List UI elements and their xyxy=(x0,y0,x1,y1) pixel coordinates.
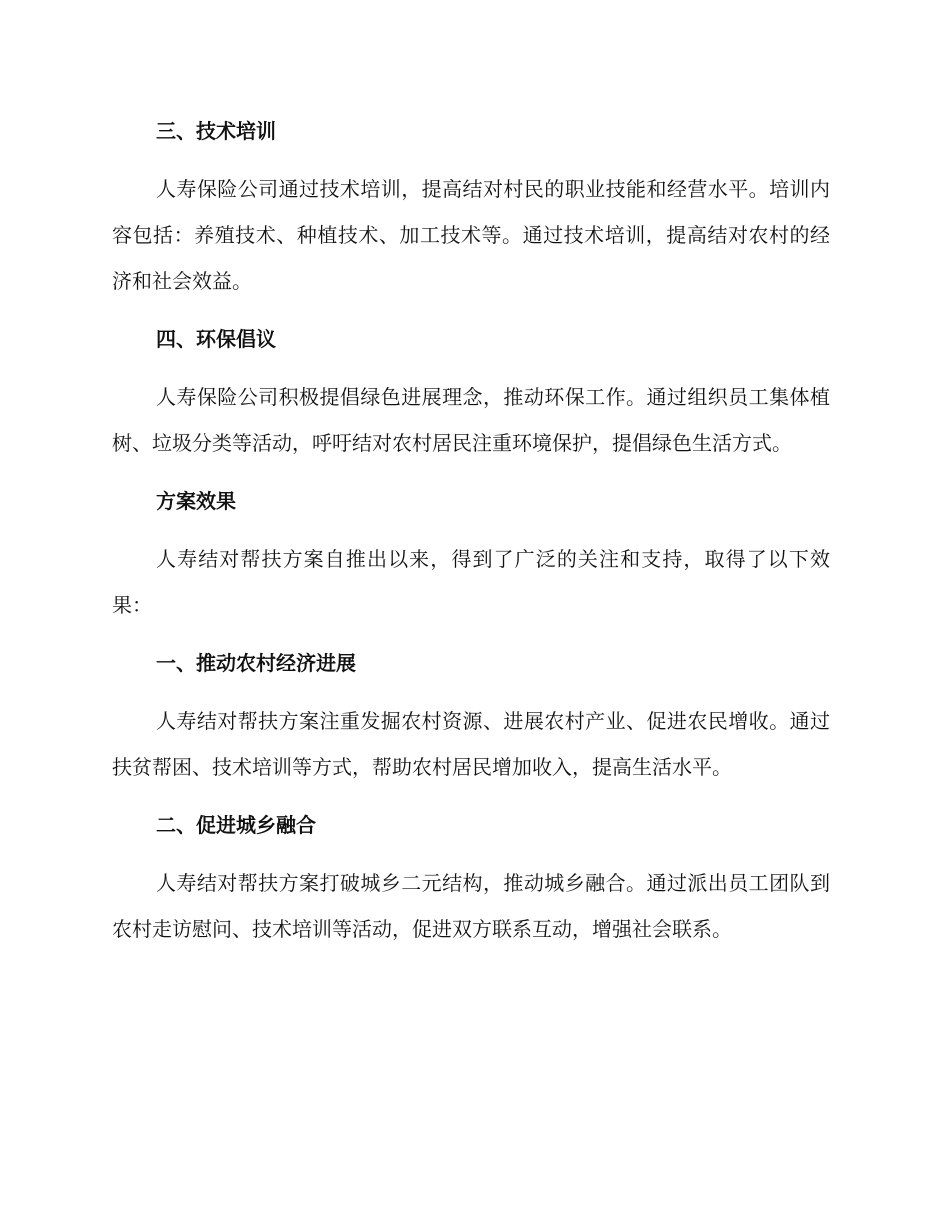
section-paragraph-urban-rural-integration: 人寿结对帮扶方案打破城乡二元结构，推动城乡融合。通过派出员工团队到农村走访慰问、技术培训等活动，促进双方联系互动，增强社会联系。 xyxy=(112,871,830,941)
section-paragraph-environmental-initiative: 人寿保险公司积极提倡绿色进展理念，推动环保工作。通过组织员工集体植树、垃圾分类等活动，呼吁结对农村居民注重环境保护，提倡绿色生活方式。 xyxy=(112,385,830,455)
section-heading-urban-rural-integration: 二、促进城乡融合 xyxy=(156,813,316,837)
section-heading-program-effects: 方案效果 xyxy=(156,489,236,513)
section-paragraph-technical-training: 人寿保险公司通过技术培训，提高结对村民的职业技能和经营水平。培训内容包括：养殖技术、种植技术、加工技术等。通过技术培训，提高结对农村的经济和社会效益。 xyxy=(112,177,830,293)
section-heading-environmental-initiative: 四、环保倡议 xyxy=(156,327,276,351)
section-paragraph-program-effects: 人寿结对帮扶方案自推出以来，得到了广泛的关注和支持，取得了以下效果： xyxy=(112,547,830,617)
section-paragraph-rural-economy: 人寿结对帮扶方案注重发掘农村资源、进展农村产业、促进农民增收。通过扶贫帮困、技术培训等方式，帮助农村居民增加收入，提高生活水平。 xyxy=(112,709,830,779)
section-heading-technical-training: 三、技术培训 xyxy=(156,119,276,143)
section-heading-rural-economy: 一、推动农村经济进展 xyxy=(156,651,356,675)
document-body xyxy=(112,108,830,964)
